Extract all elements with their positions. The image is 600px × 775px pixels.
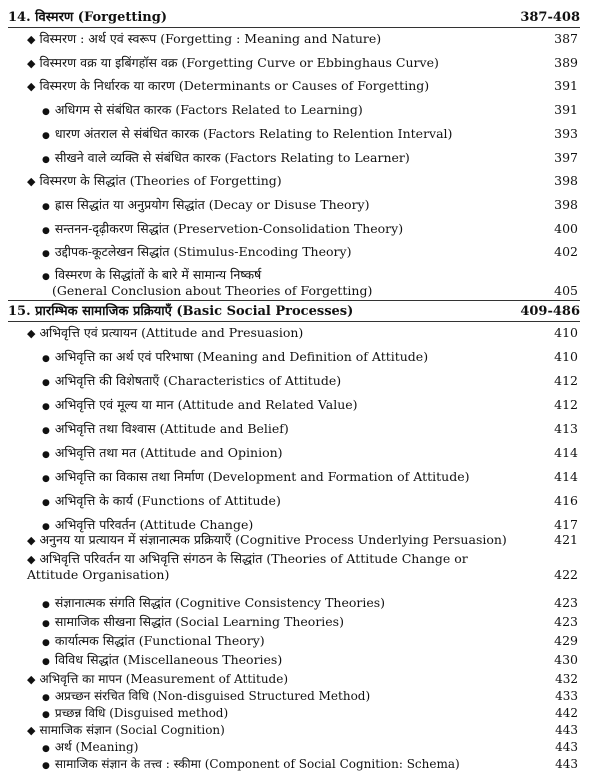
diamond-bullet-icon: ◆ [27,33,36,46]
dot-bullet-icon: ● [42,131,50,141]
chapter-page-range: 387-408 [520,10,580,25]
diamond-bullet-icon: ◆ [27,553,36,566]
diamond-bullet-icon: ◆ [27,327,36,340]
diamond-bullet-icon: ◆ [27,673,36,686]
dot-bullet-icon: ● [42,710,50,720]
diamond-bullet-icon: ◆ [27,175,36,188]
dot-bullet-icon: ● [42,107,50,117]
diamond-bullet-icon: ◆ [27,534,36,547]
dot-bullet-icon: ● [42,402,50,412]
table-of-contents: 14. विस्मरण (Forgetting) 387-408 ◆ विस्मरण : अर्थ एवं स्वरूप (Forgetting : Meaning and Nature) 387 ◆ विस्मरण वक्र या इबिंगहॉस वक्र (Forgetting Curve or Ebbinghaus Curve) 389 ◆ विस्मरण के निर्धारक या कारण (Determinants or Causes of Forgetting) 391 ● अधिगम से संबंधित कारक (Factors Related to Learning) 391 ● धारण अंतराल से संबंधित कारक (Factors Relating to Relention Interval) 393 ● सीखने वाले व्यक्ति से संबंधित कारक (Factors Relating to Learner) 397 ◆ विस्मरण के सिद्धांत (Theories of Forgetting) 398 ● ह्रास सिद्धांत या अनुप्रयोग सिद्धांत (Decay or Disuse Theory) 398 ● सन्तनन-दृढ़ीकरण सिद्धांत (Preservetion-Consolidation Theory) 400 ● उद्दीपक-कूटलेखन सिद्धांत (Stimulus-Encoding Theory) 402 ● विस्मरण के सिद्धांतों के बारे में सामान्य निष्कर्ष (General Conclusion about Theories of Forgetting) 405 15. प्रारम्भिक सामाजिक प्रक्रियाएँ (Basic Social Processes) 409-486 ◆ अभिवृत्ति एवं प्रत्यायन (Attitude and Presuasion) 410 ● अभिवृत्ति का अर्थ एवं परिभाषा (Meaning and Definition of Attitude) 410 ● अभिवृत्ति की विशेषताएँ (Characteristics of Attitude) 412 ● अभिवृत्ति एवं मूल्य या मान (Attitude and Related Value) 412 ● अभिवृत्ति तथा विश्वास (Attitude and Belief) 413 ● अभिवृत्ति तथा मत (Attitude and Opinion) 414 ● अभिवृत्ति का विकास तथा निर्माण (Development and Formation of Attitude) 414 ● अभिवृत्ति के कार्य (Functions of Attitude) 416 ● अभिवृत्ति परिवर्तन (Attitude Change) 417 ◆ अनुनय या प्रत्यायन में संज्ञानात्मक प्रक्रियाएँ (Cognitive Process Underlying Persuasion) 421 ◆ अभिवृत्ति परिवर्तन या अभिवृत्ति संगठन के सिद्धांत (Theories of Attitude Change or Attitude Organisation) 422 ● संज्ञानात्मक संगति सिद्धांत (Cognitive Consistency Theories) 423 ● सामाजिक सीखना सिद्धांत (Social Learning Theories) 423 ● कार्यात्मक सिद्धांत (Functional Theory) 429 ● विविध सिद्धांत (Miscellaneous Theories) 430 ◆ अभिवृत्ति का मापन (Measurement of Attitude) 432 ● अप्रच्छन संरचित विधि (Non-disguised Structured Method) 433 ● प्रच्छन्न विधि (Disguised method) 442 ◆ सामाजिक संज्ञान (Social Cognition) 443 ● अर्थ (Meaning) 443 ● सामाजिक संज्ञान के तत्त्व : स्कीमा (Component of Social Cognition: Schema) 443 [0,0,600,775]
divider [8,321,580,322]
diamond-bullet-icon: ◆ [27,724,36,737]
dot-bullet-icon: ● [42,498,50,508]
dot-bullet-icon: ● [42,202,50,212]
dot-bullet-icon: ● [42,693,50,703]
dot-bullet-icon: ● [42,155,50,165]
dot-bullet-icon: ● [42,657,50,667]
diamond-bullet-icon: ◆ [27,80,36,93]
dot-bullet-icon: ● [42,522,50,532]
dot-bullet-icon: ● [42,226,50,236]
chapter-title: 15. प्रारम्भिक सामाजिक प्रक्रियाएँ (Basic Social Processes) [8,304,354,319]
dot-bullet-icon: ● [42,600,50,610]
chapter-page-range: 409-486 [520,304,580,319]
dot-bullet-icon: ● [42,744,50,754]
chapter-title: 14. विस्मरण (Forgetting) [8,10,168,25]
diamond-bullet-icon: ◆ [27,57,36,70]
divider [8,27,580,28]
dot-bullet-icon: ● [42,619,50,629]
dot-bullet-icon: ● [42,249,50,259]
divider [8,300,580,301]
dot-bullet-icon: ● [42,450,50,460]
dot-bullet-icon: ● [42,638,50,648]
dot-bullet-icon: ● [42,272,50,282]
dot-bullet-icon: ● [42,354,50,364]
dot-bullet-icon: ● [42,426,50,436]
dot-bullet-icon: ● [42,378,50,388]
dot-bullet-icon: ● [42,761,50,771]
dot-bullet-icon: ● [42,474,50,484]
